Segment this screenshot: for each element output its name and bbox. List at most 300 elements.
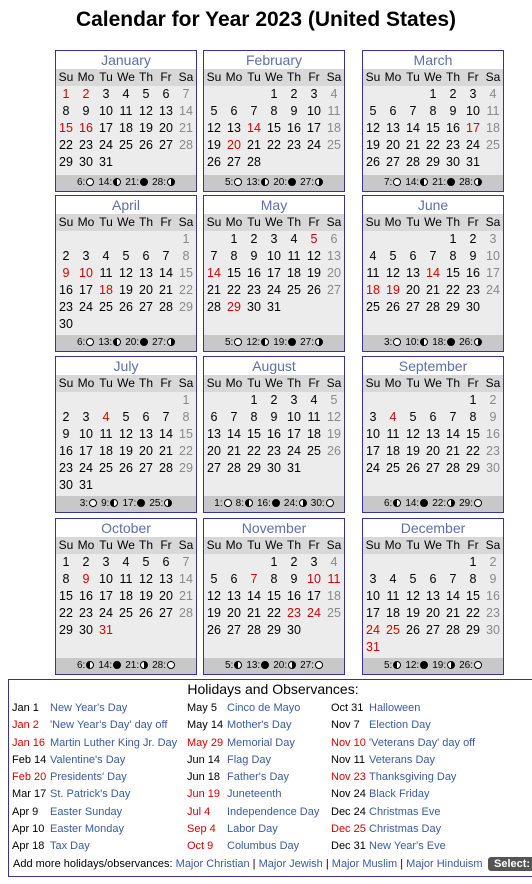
day-cell[interactable]: 26 [119, 461, 133, 475]
day-cell[interactable]: 29 [59, 623, 73, 637]
day-cell[interactable]: 25 [99, 300, 113, 314]
day-cell[interactable]: 6 [142, 249, 150, 263]
day-cell[interactable]: 11 [99, 427, 113, 441]
day-cell[interactable]: 26 [207, 155, 221, 169]
day-cell[interactable]: 12 [406, 427, 420, 441]
day-cell[interactable]: 27 [139, 300, 153, 314]
day-cell[interactable]: 22 [446, 283, 460, 297]
day-cell[interactable]: 26 [327, 444, 341, 458]
moon-phase[interactable] [384, 335, 401, 351]
day-cell[interactable]: 27 [227, 623, 241, 637]
day-cell[interactable]: 27 [426, 461, 440, 475]
day-cell[interactable]: 30 [287, 623, 301, 637]
day-cell[interactable]: 25 [287, 283, 301, 297]
moon-phase[interactable] [432, 335, 455, 351]
day-cell[interactable]: 18 [327, 121, 341, 135]
day-cell[interactable]: 17 [466, 121, 480, 135]
day-cell[interactable]: 15 [247, 427, 261, 441]
day-cell[interactable]: 23 [267, 444, 281, 458]
day-cell[interactable]: 31 [99, 623, 113, 637]
day-cell[interactable]: 16 [79, 589, 93, 603]
moon-phase[interactable] [80, 496, 97, 512]
moon-phase[interactable] [459, 335, 482, 351]
day-cell[interactable]: 24 [79, 300, 93, 314]
day-cell[interactable]: 7 [250, 104, 258, 118]
day-cell[interactable]: 19 [207, 138, 221, 152]
day-cell[interactable]: 25 [119, 138, 133, 152]
day-cell[interactable]: 14 [426, 266, 440, 280]
day-cell[interactable]: 24 [99, 138, 113, 152]
moon-phase[interactable] [300, 658, 323, 674]
day-cell[interactable]: 30 [486, 461, 500, 475]
day-cell[interactable]: 9 [62, 427, 70, 441]
day-cell[interactable]: 18 [99, 283, 113, 297]
moon-phase[interactable] [284, 496, 307, 512]
day-cell[interactable]: 1 [469, 393, 477, 407]
day-cell[interactable]: 10 [307, 572, 321, 586]
day-cell[interactable]: 17 [307, 589, 321, 603]
day-cell[interactable]: 24 [466, 138, 480, 152]
day-cell[interactable]: 26 [307, 283, 321, 297]
day-cell[interactable]: 31 [366, 640, 380, 654]
day-cell[interactable]: 14 [446, 589, 460, 603]
day-cell[interactable]: 18 [287, 266, 301, 280]
day-cell[interactable]: 5 [409, 572, 417, 586]
day-cell[interactable]: 10 [79, 266, 93, 280]
holiday-link[interactable]: Columbus Day [227, 840, 300, 853]
day-cell[interactable]: 1 [250, 393, 258, 407]
moon-phase[interactable] [432, 658, 455, 674]
moon-phase[interactable] [149, 496, 172, 512]
day-cell[interactable]: 1 [270, 555, 278, 569]
moon-phase[interactable] [225, 175, 242, 191]
day-cell[interactable]: 6 [429, 410, 437, 424]
holiday-link[interactable]: Independence Day [227, 805, 320, 818]
day-cell[interactable]: 9 [270, 410, 278, 424]
day-cell[interactable]: 11 [366, 266, 380, 280]
day-cell[interactable]: 2 [62, 410, 70, 424]
holiday-link[interactable]: Memorial Day [227, 736, 295, 749]
day-cell[interactable]: 29 [247, 461, 261, 475]
day-cell[interactable]: 17 [79, 283, 93, 297]
moon-phase[interactable] [98, 658, 121, 674]
day-cell[interactable]: 3 [310, 555, 318, 569]
day-cell[interactable]: 15 [179, 266, 193, 280]
day-cell[interactable]: 22 [466, 444, 480, 458]
moon-phase[interactable] [225, 658, 242, 674]
day-cell[interactable]: 1 [230, 232, 238, 246]
day-cell[interactable]: 2 [290, 555, 298, 569]
day-cell[interactable]: 25 [386, 623, 400, 637]
day-cell[interactable]: 11 [99, 266, 113, 280]
moon-phase[interactable] [98, 335, 121, 351]
day-cell[interactable]: 22 [466, 606, 480, 620]
day-cell[interactable]: 1 [270, 87, 278, 101]
day-cell[interactable]: 9 [290, 572, 298, 586]
day-cell[interactable]: 30 [247, 300, 261, 314]
month-name[interactable]: November [204, 519, 344, 537]
day-cell[interactable]: 27 [406, 300, 420, 314]
moon-phase[interactable] [246, 658, 269, 674]
day-cell[interactable]: 29 [59, 155, 73, 169]
day-cell[interactable]: 6 [389, 104, 397, 118]
moon-phase[interactable] [152, 658, 175, 674]
day-cell[interactable]: 3 [290, 393, 298, 407]
holiday-link[interactable]: Cinco de Mayo [227, 702, 301, 714]
day-cell[interactable]: 14 [179, 104, 193, 118]
day-cell[interactable]: 9 [449, 104, 457, 118]
holiday-link[interactable]: Flag Day [227, 753, 272, 766]
day-cell[interactable]: 22 [227, 283, 241, 297]
day-cell[interactable]: 20 [327, 266, 341, 280]
moon-phase[interactable] [405, 175, 428, 191]
day-cell[interactable]: 31 [79, 478, 93, 492]
day-cell[interactable]: 7 [449, 572, 457, 586]
holiday-link[interactable]: New Year's Day [50, 702, 128, 714]
day-cell[interactable]: 29 [267, 623, 281, 637]
day-cell[interactable]: 16 [267, 427, 281, 441]
month-name[interactable]: March [363, 51, 503, 69]
day-cell[interactable]: 28 [179, 606, 193, 620]
moon-phase[interactable] [77, 335, 94, 351]
holiday-link[interactable]: Christmas Day [369, 823, 442, 836]
moon-phase[interactable] [384, 658, 401, 674]
day-cell[interactable]: 25 [119, 606, 133, 620]
month-name[interactable]: July [56, 357, 196, 375]
month-name[interactable]: January [56, 51, 196, 69]
day-cell[interactable]: 25 [366, 300, 380, 314]
moon-phase[interactable] [384, 496, 401, 512]
day-cell[interactable]: 19 [366, 138, 380, 152]
day-cell[interactable]: 12 [119, 427, 133, 441]
day-cell[interactable]: 24 [307, 606, 321, 620]
day-cell[interactable]: 23 [466, 283, 480, 297]
month-name[interactable]: February [204, 51, 344, 69]
day-cell[interactable]: 20 [227, 606, 241, 620]
day-cell[interactable]: 19 [406, 606, 420, 620]
day-cell[interactable]: 8 [270, 104, 278, 118]
day-cell[interactable]: 4 [369, 249, 377, 263]
holiday-link[interactable]: 'New Year's Day' day off [50, 719, 168, 732]
day-cell[interactable]: 18 [99, 444, 113, 458]
moon-phase[interactable] [77, 175, 94, 191]
day-cell[interactable]: 27 [426, 623, 440, 637]
holiday-link[interactable]: St. Patrick's Day [50, 788, 131, 801]
day-cell[interactable]: 14 [159, 266, 173, 280]
day-cell[interactable]: 27 [227, 155, 241, 169]
day-cell[interactable]: 14 [406, 121, 420, 135]
moon-phase[interactable] [125, 175, 148, 191]
day-cell[interactable]: 17 [366, 606, 380, 620]
day-cell[interactable]: 3 [369, 410, 377, 424]
day-cell[interactable]: 6 [330, 232, 338, 246]
moon-phase[interactable] [125, 335, 148, 351]
day-cell[interactable]: 18 [119, 589, 133, 603]
day-cell[interactable]: 10 [267, 249, 281, 263]
day-cell[interactable]: 28 [159, 300, 173, 314]
moon-phase[interactable] [384, 175, 401, 191]
day-cell[interactable]: 10 [79, 427, 93, 441]
day-cell[interactable]: 13 [227, 121, 241, 135]
day-cell[interactable]: 30 [267, 461, 281, 475]
day-cell[interactable]: 17 [486, 266, 500, 280]
day-cell[interactable]: 13 [327, 249, 341, 263]
month-name[interactable]: May [204, 196, 344, 214]
day-cell[interactable]: 24 [287, 444, 301, 458]
day-cell[interactable]: 26 [119, 300, 133, 314]
day-cell[interactable]: 4 [102, 410, 110, 424]
day-cell[interactable]: 29 [179, 461, 193, 475]
moon-phase[interactable] [273, 335, 296, 351]
moon-phase[interactable] [152, 175, 175, 191]
day-cell[interactable]: 3 [469, 87, 477, 101]
holiday-link[interactable]: Tax Day [50, 840, 90, 853]
day-cell[interactable]: 4 [389, 572, 397, 586]
holiday-category-link[interactable]: Major Christian [175, 858, 250, 870]
day-cell[interactable]: 18 [119, 121, 133, 135]
day-cell[interactable]: 9 [250, 249, 258, 263]
moon-phase[interactable] [257, 496, 280, 512]
day-cell[interactable]: 15 [59, 589, 73, 603]
day-cell[interactable]: 12 [119, 266, 133, 280]
day-cell[interactable]: 12 [327, 410, 341, 424]
day-cell[interactable]: 4 [330, 555, 338, 569]
day-cell[interactable]: 2 [250, 232, 258, 246]
day-cell[interactable]: 8 [469, 572, 477, 586]
day-cell[interactable]: 26 [139, 138, 153, 152]
day-cell[interactable]: 16 [79, 121, 93, 135]
day-cell[interactable]: 27 [139, 461, 153, 475]
day-cell[interactable]: 7 [449, 410, 457, 424]
moon-phase[interactable] [300, 175, 323, 191]
month-name[interactable]: September [363, 357, 503, 375]
day-cell[interactable]: 19 [207, 606, 221, 620]
day-cell[interactable]: 25 [386, 461, 400, 475]
day-cell[interactable]: 10 [99, 572, 113, 586]
holiday-link[interactable]: Valentine's Day [50, 753, 126, 766]
day-cell[interactable]: 21 [179, 589, 193, 603]
day-cell[interactable]: 21 [247, 138, 261, 152]
day-cell[interactable]: 17 [99, 121, 113, 135]
day-cell[interactable]: 30 [59, 478, 73, 492]
day-cell[interactable]: 23 [59, 461, 73, 475]
holiday-link[interactable]: Black Friday [369, 788, 430, 801]
day-cell[interactable]: 10 [307, 104, 321, 118]
day-cell[interactable]: 18 [486, 121, 500, 135]
day-cell[interactable]: 7 [182, 555, 190, 569]
day-cell[interactable]: 12 [307, 249, 321, 263]
day-cell[interactable]: 28 [446, 461, 460, 475]
day-cell[interactable]: 21 [406, 138, 420, 152]
moon-phase[interactable] [432, 496, 455, 512]
moon-phase[interactable] [405, 658, 428, 674]
day-cell[interactable]: 15 [179, 427, 193, 441]
day-cell[interactable]: 12 [386, 266, 400, 280]
day-cell[interactable]: 8 [62, 572, 70, 586]
moon-phase[interactable] [246, 175, 269, 191]
day-cell[interactable]: 22 [59, 138, 73, 152]
day-cell[interactable]: 27 [207, 461, 221, 475]
day-cell[interactable]: 1 [449, 232, 457, 246]
day-cell[interactable]: 26 [386, 300, 400, 314]
day-cell[interactable]: 20 [227, 138, 241, 152]
day-cell[interactable]: 2 [489, 555, 497, 569]
day-cell[interactable]: 10 [486, 249, 500, 263]
day-cell[interactable]: 17 [267, 266, 281, 280]
day-cell[interactable]: 9 [489, 410, 497, 424]
day-cell[interactable]: 11 [486, 104, 500, 118]
day-cell[interactable]: 9 [290, 104, 298, 118]
day-cell[interactable]: 25 [486, 138, 500, 152]
day-cell[interactable]: 17 [307, 121, 321, 135]
day-cell[interactable]: 4 [122, 555, 130, 569]
holiday-link[interactable]: Veterans Day [369, 753, 436, 766]
day-cell[interactable]: 21 [247, 606, 261, 620]
holiday-link[interactable]: Father's Day [227, 771, 290, 784]
day-cell[interactable]: 20 [207, 444, 221, 458]
day-cell[interactable]: 23 [59, 300, 73, 314]
day-cell[interactable]: 11 [386, 427, 400, 441]
day-cell[interactable]: 5 [389, 249, 397, 263]
day-cell[interactable]: 24 [366, 623, 380, 637]
day-cell[interactable]: 18 [386, 606, 400, 620]
day-cell[interactable]: 25 [327, 138, 341, 152]
day-cell[interactable]: 11 [307, 410, 321, 424]
day-cell[interactable]: 26 [139, 606, 153, 620]
day-cell[interactable]: 31 [466, 155, 480, 169]
moon-phase[interactable] [125, 658, 148, 674]
day-cell[interactable]: 14 [207, 266, 221, 280]
day-cell[interactable]: 8 [182, 249, 190, 263]
day-cell[interactable]: 11 [327, 104, 341, 118]
holiday-link[interactable]: Halloween [369, 702, 421, 714]
day-cell[interactable]: 9 [469, 249, 477, 263]
day-cell[interactable]: 22 [426, 138, 440, 152]
day-cell[interactable]: 28 [406, 155, 420, 169]
day-cell[interactable]: 24 [267, 283, 281, 297]
day-cell[interactable]: 19 [386, 283, 400, 297]
day-cell[interactable]: 5 [409, 410, 417, 424]
day-cell[interactable]: 28 [446, 623, 460, 637]
day-cell[interactable]: 8 [469, 410, 477, 424]
day-cell[interactable]: 15 [59, 121, 73, 135]
day-cell[interactable]: 13 [139, 427, 153, 441]
day-cell[interactable]: 1 [62, 87, 70, 101]
day-cell[interactable]: 20 [139, 283, 153, 297]
day-cell[interactable]: 3 [489, 232, 497, 246]
day-cell[interactable]: 1 [182, 393, 190, 407]
day-cell[interactable]: 20 [159, 121, 173, 135]
day-cell[interactable]: 12 [366, 121, 380, 135]
day-cell[interactable]: 2 [82, 555, 90, 569]
day-cell[interactable]: 13 [139, 266, 153, 280]
day-cell[interactable]: 5 [122, 410, 130, 424]
day-cell[interactable]: 16 [486, 427, 500, 441]
moon-phase[interactable] [152, 335, 175, 351]
day-cell[interactable]: 6 [230, 104, 238, 118]
month-name[interactable]: April [56, 196, 196, 214]
moon-phase[interactable] [300, 335, 323, 351]
day-cell[interactable]: 26 [406, 623, 420, 637]
moon-phase[interactable] [459, 496, 482, 512]
day-cell[interactable]: 16 [287, 121, 301, 135]
day-cell[interactable]: 3 [82, 410, 90, 424]
moon-phase[interactable] [432, 175, 455, 191]
day-cell[interactable]: 28 [207, 300, 221, 314]
day-cell[interactable]: 29 [426, 155, 440, 169]
day-cell[interactable]: 21 [426, 283, 440, 297]
day-cell[interactable]: 10 [99, 104, 113, 118]
day-cell[interactable]: 8 [230, 249, 238, 263]
day-cell[interactable]: 25 [99, 461, 113, 475]
day-cell[interactable]: 21 [159, 283, 173, 297]
holiday-link[interactable]: 'Veterans Day' day off [369, 736, 476, 749]
day-cell[interactable]: 13 [426, 427, 440, 441]
day-cell[interactable]: 8 [250, 410, 258, 424]
day-cell[interactable]: 5 [310, 232, 318, 246]
day-cell[interactable]: 6 [162, 87, 170, 101]
day-cell[interactable]: 30 [79, 623, 93, 637]
day-cell[interactable]: 17 [99, 589, 113, 603]
day-cell[interactable]: 20 [426, 606, 440, 620]
day-cell[interactable]: 9 [62, 266, 70, 280]
holiday-link[interactable]: Presidents' Day [50, 771, 127, 784]
day-cell[interactable]: 1 [469, 555, 477, 569]
day-cell[interactable]: 12 [207, 589, 221, 603]
day-cell[interactable]: 28 [159, 461, 173, 475]
day-cell[interactable]: 2 [62, 249, 70, 263]
day-cell[interactable]: 13 [207, 427, 221, 441]
day-cell[interactable]: 14 [179, 572, 193, 586]
day-cell[interactable]: 31 [99, 155, 113, 169]
moon-phase[interactable] [459, 658, 482, 674]
day-cell[interactable]: 23 [79, 138, 93, 152]
day-cell[interactable]: 25 [327, 606, 341, 620]
moon-phase[interactable] [273, 175, 296, 191]
day-cell[interactable]: 3 [102, 555, 110, 569]
moon-phase[interactable] [101, 496, 118, 512]
holiday-link[interactable]: Election Day [369, 719, 431, 732]
day-cell[interactable]: 12 [406, 589, 420, 603]
day-cell[interactable]: 7 [429, 249, 437, 263]
day-cell[interactable]: 4 [122, 87, 130, 101]
day-cell[interactable]: 27 [159, 606, 173, 620]
day-cell[interactable]: 16 [247, 266, 261, 280]
day-cell[interactable]: 19 [139, 589, 153, 603]
day-cell[interactable]: 26 [406, 461, 420, 475]
day-cell[interactable]: 13 [159, 572, 173, 586]
day-cell[interactable]: 24 [307, 138, 321, 152]
day-cell[interactable]: 2 [290, 87, 298, 101]
day-cell[interactable]: 1 [182, 232, 190, 246]
day-cell[interactable]: 27 [327, 283, 341, 297]
day-cell[interactable]: 8 [62, 104, 70, 118]
day-cell[interactable]: 30 [79, 155, 93, 169]
day-cell[interactable]: 28 [227, 461, 241, 475]
day-cell[interactable]: 5 [122, 249, 130, 263]
day-cell[interactable]: 23 [486, 606, 500, 620]
day-cell[interactable]: 15 [227, 266, 241, 280]
day-cell[interactable]: 12 [139, 572, 153, 586]
day-cell[interactable]: 6 [230, 572, 238, 586]
day-cell[interactable]: 25 [307, 444, 321, 458]
day-cell[interactable]: 9 [82, 572, 90, 586]
holiday-link[interactable]: Mother's Day [227, 719, 292, 732]
day-cell[interactable]: 29 [179, 300, 193, 314]
day-cell[interactable]: 9 [82, 104, 90, 118]
day-cell[interactable]: 23 [79, 606, 93, 620]
month-name[interactable]: June [363, 196, 503, 214]
